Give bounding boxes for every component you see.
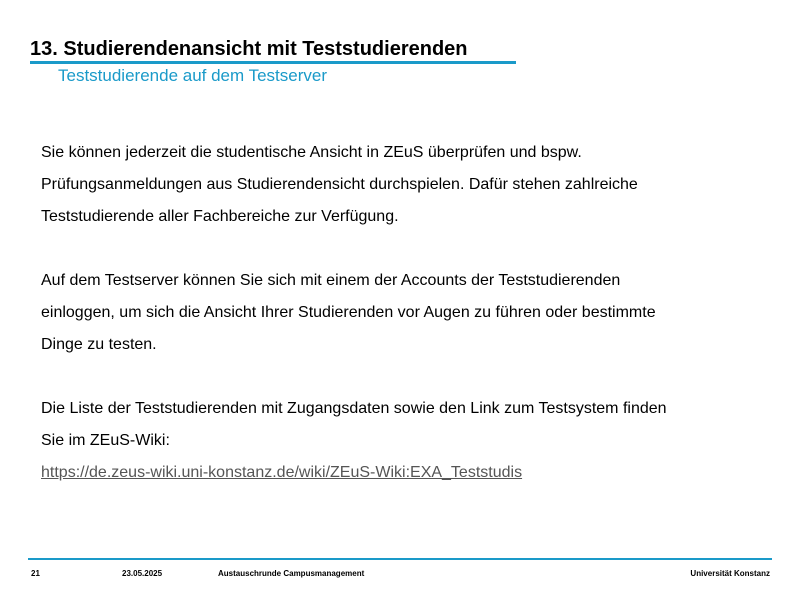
- footer-date: 23.05.2025: [122, 569, 163, 578]
- footer-divider: [28, 558, 772, 560]
- text-line: Sie im ZEuS-Wiki:: [41, 432, 170, 449]
- text-line: einloggen, um sich die Ansicht Ihrer Studierenden vor Augen zu führen oder bestimmte: [41, 304, 656, 321]
- title-underline: [30, 61, 516, 64]
- text-line: Auf dem Testserver können Sie sich mit einem der Accounts der Teststudierenden: [41, 272, 621, 289]
- text-line: Teststudierende aller Fachbereiche zur Verfügung.: [41, 208, 399, 225]
- slide-title: 13. Studierendenansicht mit Teststudierenden: [30, 38, 468, 60]
- text-line: Die Liste der Teststudierenden mit Zugangsdaten sowie den Link zum Testsystem finden: [41, 400, 667, 417]
- footer-institution: Universität Konstanz: [690, 569, 770, 578]
- paragraph-1: [41, 137, 781, 233]
- footer-event-name: Austauschrunde Campusmanagement: [218, 569, 365, 578]
- paragraph-3: [41, 393, 781, 489]
- footer-page-number: 21: [31, 569, 40, 578]
- paragraph-2: [41, 265, 781, 361]
- zeus-wiki-link[interactable]: https://de.zeus-wiki.uni-konstanz.de/wiki/ZEuS-Wiki:EXA_Teststudis: [41, 464, 523, 481]
- text-line: Dinge zu testen.: [41, 336, 157, 353]
- text-line: Prüfungsanmeldungen aus Studierendensicht durchspielen. Dafür stehen zahlreiche: [41, 176, 638, 193]
- text-line: Sie können jederzeit die studentische Ansicht in ZEuS überprüfen und bspw.: [41, 144, 582, 161]
- slide-subtitle: Teststudierende auf dem Testserver: [58, 66, 327, 85]
- slide-body: [41, 137, 781, 489]
